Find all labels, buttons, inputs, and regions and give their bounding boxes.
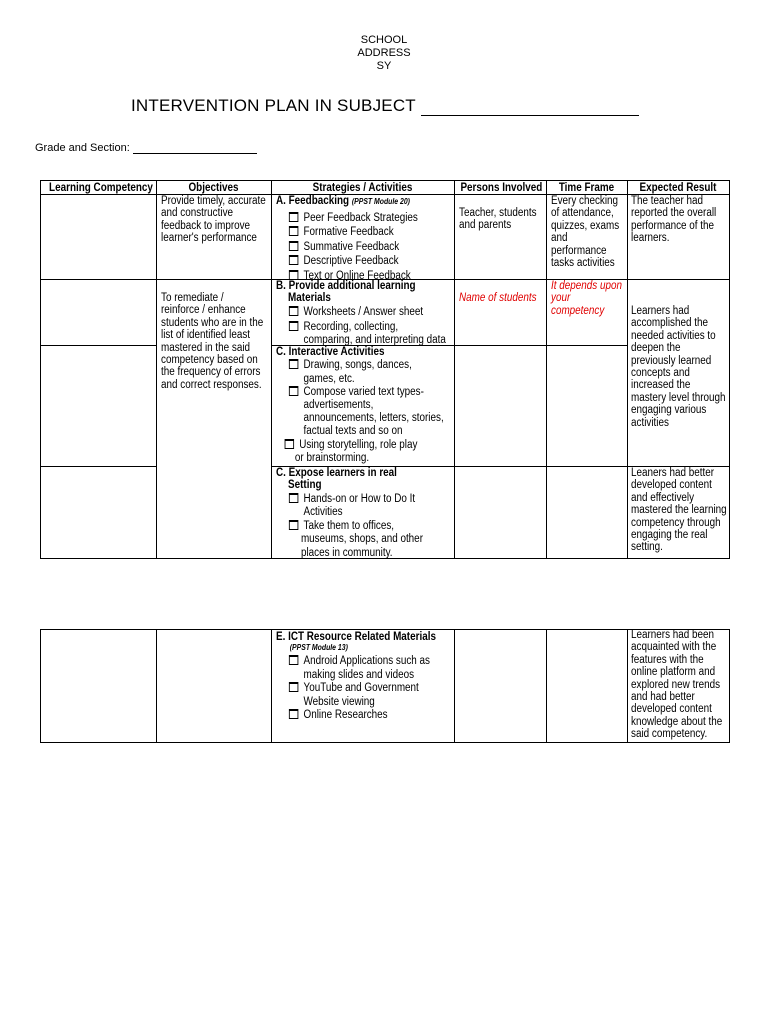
- objective-line: Provide timely, accurate: [161, 195, 266, 207]
- objective-line: mastered in the said: [161, 341, 251, 354]
- strategy-cell: [276, 195, 418, 283]
- objectives-cell: [161, 195, 266, 245]
- checklist-item: [289, 386, 444, 399]
- item-label: YouTube and Government: [303, 682, 419, 695]
- result-line: developed content: [631, 479, 712, 492]
- persons-line: Teacher, students: [459, 207, 537, 219]
- strategy-cell: [276, 467, 423, 560]
- checklist-item: [289, 520, 423, 533]
- result-line: accomplished the: [631, 317, 708, 330]
- checklist-item: [285, 439, 444, 452]
- expected-result-cell: [631, 467, 727, 554]
- school-line: SCHOOL: [360, 34, 408, 46]
- strategy-title: E. ICT Resource Related Materials: [276, 631, 436, 643]
- item-label: Summative Feedback: [303, 240, 400, 253]
- item-label: Formative Feedback: [303, 226, 394, 239]
- result-line: mastered the learning: [631, 504, 727, 517]
- checklist-item: [289, 709, 436, 723]
- checkbox-icon[interactable]: [289, 270, 298, 280]
- item-label: comparing, and interpreting data: [303, 333, 446, 346]
- item-label: museums, shops, and other: [300, 533, 423, 546]
- objective-line: To remediate /: [161, 292, 224, 304]
- item-label: Using storytelling, role play: [299, 438, 418, 451]
- item-label: announcements, letters, stories,: [303, 412, 444, 425]
- intervention-table: [40, 180, 730, 559]
- checkbox-icon[interactable]: [289, 520, 298, 530]
- checkbox-icon[interactable]: [289, 306, 298, 316]
- result-line: and effectively: [631, 491, 695, 504]
- checkbox-icon[interactable]: [285, 439, 294, 449]
- checklist-item: [289, 321, 446, 334]
- objective-line: and constructive: [161, 207, 234, 220]
- persons-cell: Name of students: [459, 292, 537, 304]
- result-line: The teacher had: [631, 195, 704, 207]
- result-line: learners.: [631, 232, 670, 245]
- item-label: Drawing, songs, dances,: [303, 359, 412, 372]
- checkbox-icon[interactable]: [289, 212, 298, 222]
- checklist-item: [289, 306, 446, 319]
- header-time-frame: Time Frame: [558, 182, 615, 194]
- strategy-cell: [276, 280, 446, 347]
- checkbox-icon[interactable]: [289, 682, 298, 692]
- strategy-cell: [276, 346, 444, 465]
- time-line: your: [551, 292, 571, 305]
- result-line: concepts and: [631, 367, 690, 380]
- result-line: previously learned: [631, 354, 712, 367]
- item-label: Online Researches: [303, 709, 388, 722]
- result-line: Learners had: [631, 305, 690, 317]
- address-line: ADDRESS: [357, 47, 411, 59]
- title-text: INTERVENTION PLAN IN SUBJECT: [131, 96, 416, 115]
- objectives-cell: [161, 292, 263, 391]
- result-line: engaging various: [631, 404, 707, 417]
- persons-line: and parents: [459, 219, 512, 232]
- result-line: setting.: [631, 541, 663, 554]
- time-frame-cell: [551, 280, 622, 317]
- header-learning-competency: Learning Competency: [49, 182, 153, 194]
- result-line: Leaners had better: [631, 467, 715, 479]
- item-label: Peer Feedback Strategies: [303, 211, 418, 224]
- strategy-title: A. Feedbacking: [276, 195, 350, 207]
- strategy-title: Materials: [288, 292, 331, 305]
- school-header: [0, 34, 768, 73]
- strategy-title: Setting: [288, 479, 322, 492]
- result-line: and had better: [631, 691, 695, 704]
- item-label: places in community.: [300, 546, 393, 559]
- objective-line: feedback to improve: [161, 219, 251, 232]
- result-line: needed activities to: [631, 329, 716, 342]
- time-line: quizzes, exams: [551, 219, 620, 232]
- header-strategies: Strategies / Activities: [312, 182, 413, 194]
- time-line: of attendance,: [551, 207, 614, 220]
- result-line: performance of the: [631, 219, 715, 232]
- result-line: knowledge about the: [631, 715, 723, 728]
- checklist-item: [289, 225, 418, 240]
- time-line: tasks activities: [551, 257, 615, 270]
- item-label: making slides and videos: [303, 668, 415, 681]
- subject-blank[interactable]: [421, 100, 639, 116]
- checklist-item: [289, 359, 444, 372]
- result-line: explored new trends: [631, 678, 721, 691]
- grade-label: Grade and Section:: [35, 142, 130, 154]
- objective-line: and correct responses.: [161, 378, 262, 391]
- checkbox-icon[interactable]: [289, 255, 298, 265]
- checkbox-icon[interactable]: [289, 655, 298, 665]
- document-title: [131, 96, 639, 116]
- checklist-item: [289, 254, 418, 269]
- result-line: online platform and: [631, 666, 716, 679]
- ict-table: [40, 629, 730, 743]
- checkbox-icon[interactable]: [289, 321, 298, 331]
- expected-result-cell: [631, 195, 716, 245]
- checklist-item: [289, 493, 423, 506]
- sy-line: SY: [376, 60, 392, 72]
- time-frame-cell: [551, 195, 619, 269]
- strategy-title: C. Interactive Activities: [276, 346, 385, 358]
- strategy-cell: [276, 631, 436, 723]
- result-line: developed content: [631, 703, 712, 716]
- item-label: Activities: [303, 506, 343, 519]
- item-label: factual texts and so on: [303, 425, 403, 438]
- result-line: increased the: [631, 379, 691, 392]
- result-line: reported the overall: [631, 207, 717, 220]
- result-line: engaging the real: [631, 529, 708, 542]
- result-line: mastery level through: [631, 391, 726, 404]
- checklist-item: [289, 682, 436, 696]
- strategy-note: (PPST Module 20): [351, 197, 410, 206]
- persons-cell: [459, 207, 537, 232]
- result-line: said competency.: [631, 728, 708, 741]
- objective-line: learner's performance: [161, 232, 257, 245]
- grade-section-line: [35, 142, 257, 154]
- checkbox-icon[interactable]: [289, 241, 298, 251]
- checkbox-icon[interactable]: [289, 226, 298, 236]
- time-line: performance: [551, 244, 607, 257]
- result-line: Learners had been: [631, 629, 715, 641]
- time-line: competency: [551, 304, 605, 317]
- item-label: Website viewing: [303, 695, 375, 708]
- item-label: Android Applications such as: [303, 655, 430, 668]
- item-label: Recording, collecting,: [303, 320, 399, 333]
- checkbox-icon[interactable]: [289, 359, 298, 369]
- result-line: acquainted with the: [631, 641, 717, 654]
- checkbox-icon[interactable]: [289, 386, 298, 396]
- item-label: Text or Online Feedback: [303, 269, 411, 282]
- item-label: or brainstorming.: [294, 451, 370, 464]
- checklist-item: [289, 240, 418, 255]
- objective-line: reinforce / enhance: [161, 304, 246, 317]
- grade-blank[interactable]: [133, 142, 257, 154]
- item-label: Worksheets / Answer sheet: [303, 305, 424, 318]
- objective-line: students who are in the: [161, 316, 264, 329]
- item-label: advertisements,: [303, 399, 374, 412]
- result-line: features with the: [631, 653, 704, 666]
- expected-result-cell: [631, 629, 722, 741]
- strategy-title: C. Expose learners in real: [276, 467, 397, 479]
- header-persons: Persons Involved: [460, 182, 543, 194]
- checkbox-icon[interactable]: [289, 709, 298, 719]
- checkbox-icon[interactable]: [289, 493, 298, 503]
- result-line: deepen the: [631, 342, 681, 355]
- strategy-title: B. Provide additional learning: [276, 280, 416, 292]
- time-line: Every checking: [551, 195, 619, 207]
- checklist-item: [289, 211, 418, 226]
- item-label: Compose varied text types-: [303, 385, 424, 398]
- item-label: games, etc.: [303, 372, 355, 385]
- result-line: competency through: [631, 516, 721, 529]
- time-line: It depends upon: [551, 280, 622, 292]
- expected-result-cell: [631, 305, 726, 429]
- checklist-item: [289, 655, 436, 669]
- item-label: Hands-on or How to Do It: [303, 492, 416, 505]
- result-line: activities: [631, 416, 669, 429]
- item-label: Descriptive Feedback: [303, 255, 399, 268]
- header-objectives: Objectives: [188, 182, 239, 194]
- header-expected-result: Expected Result: [639, 182, 717, 194]
- time-line: and: [551, 232, 568, 245]
- objective-line: competency based on: [161, 354, 258, 367]
- strategy-note: (PPST Module 13): [289, 643, 348, 653]
- item-label: Take them to offices,: [303, 520, 395, 533]
- objective-line: the frequency of errors: [161, 366, 261, 379]
- objective-line: list of identified least: [161, 329, 251, 342]
